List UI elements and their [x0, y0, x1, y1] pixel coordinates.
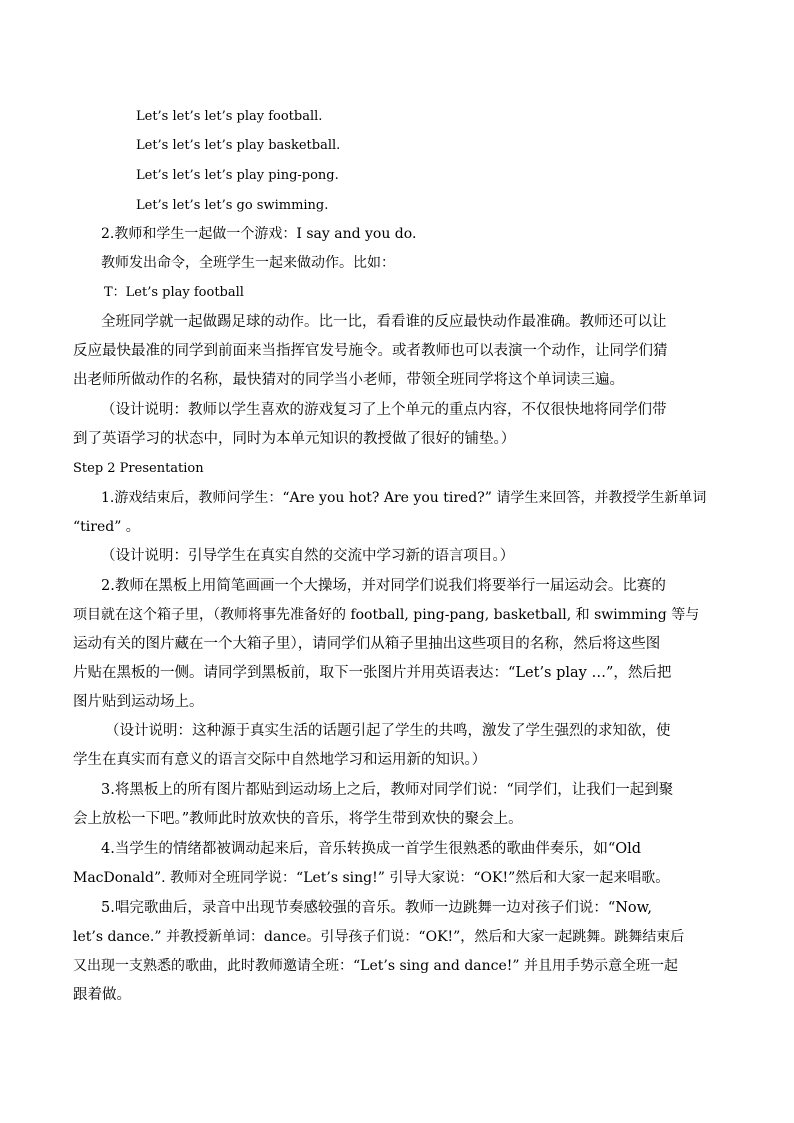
design-note-line: （设计说明：教师以学生喜欢的游戏复习了上个单元的重点内容，不仅很快地将同学们带 — [101, 402, 667, 418]
game-paragraph-line: 反应最快最准的同学到前面来当指挥官发号施令。或者教师也可以表演一个动作，让同学们猜 — [73, 343, 668, 359]
chant-line: Let’s let’s let’s play ping-pong. — [136, 168, 339, 183]
item-line: 图片贴到运动场上。 — [73, 694, 204, 710]
design-note-line: 到了英语学习的状态中，同时为本单元知识的教授做了很好的铺垫。） — [73, 431, 516, 447]
item-line: “tired” 。 — [73, 519, 140, 535]
design-note-line: （设计说明：这种源于真实生活的话题引起了学生的共鸣，激发了学生强烈的求知欲，使 — [105, 723, 671, 739]
chant-line: Let’s let’s let’s go swimming. — [136, 198, 329, 213]
design-note-line: 学生在真实而有意义的语言交际中自然地学习和运用新的知识。） — [73, 752, 487, 768]
game-paragraph-line: 出老师所做动作的名称，最快猜对的同学当小老师，带领全班同学将这个单词读三遍。 — [73, 372, 624, 388]
item-line: 会上放松一下吧。”教师此时放欢快的音乐，将学生带到欢快的聚会上。 — [73, 811, 523, 827]
design-note-line: （设计说明：引导学生在真实自然的交流中学习新的语言项目。） — [101, 548, 515, 564]
item-line: 运动有关的图片藏在一个大箱子里），请同学们从箱子里抽出这些项目的名称，然后将这些图 — [73, 636, 661, 652]
game-example: T：Let’s play football — [104, 285, 244, 300]
step-heading: Step 2 Presentation — [73, 461, 204, 476]
item-line: 片贴在黑板的一侧。请同学到黑板前，取下一张图片并用英语表达：“Let’s play …”，然后把 — [73, 665, 672, 681]
item-line: let’s dance.” 并教授新单词：dance。引导孩子们说：“OK!”，然后和大家一起跳舞。跳舞结束后 — [73, 929, 685, 945]
item-line: 跟着做。 — [73, 987, 131, 1003]
item-line: 3.将黑板上的所有图片都贴到运动场上之后，教师对同学们说：“同学们，让我们一起到聚 — [101, 782, 674, 798]
item-line: 1.游戏结束后，教师问学生：“Are you hot? Are you tired?” 请学生来回答，并教授学生新单词 — [101, 490, 707, 506]
game-paragraph-line: 全班同学就一起做踢足球的动作。比一比，看看谁的反应最快动作最准确。教师还可以让 — [101, 314, 667, 330]
item-line: 5.唱完歌曲后，录音中出现节奏感较强的音乐。教师一边跳舞一边对孩子们说：“Now, — [101, 900, 652, 916]
item-line: 又出现一支熟悉的歌曲，此时教师邀请全班：“Let’s sing and dance!” 并且用手势示意全班一起 — [73, 958, 678, 974]
game-title: 2.教师和学生一起做一个游戏：I say and you do. — [101, 226, 417, 242]
item-line: 2.教师在黑板上用简笔画画一个大操场，并对同学们说我们将要举行一届运动会。比赛的 — [101, 578, 666, 594]
chant-line: Let’s let’s let’s play basketball. — [136, 138, 341, 153]
item-line: 项目就在这个箱子里，（教师将事先准备好的 football, ping-pang, basketball, 和 swimming 等与 — [73, 607, 700, 623]
item-line: MacDonald”. 教师对全班同学说：“Let’s sing!” 引导大家说：“OK!”然后和大家一起来唱歌。 — [73, 870, 670, 886]
chant-line: Let’s let’s let’s play football. — [136, 109, 323, 124]
item-line: 4.当学生的情绪都被调动起来后，音乐转换成一首学生很熟悉的歌曲伴奏乐，如“Old — [101, 841, 642, 857]
game-instruction: 教师发出命令，全班学生一起来做动作。比如： — [101, 255, 395, 271]
